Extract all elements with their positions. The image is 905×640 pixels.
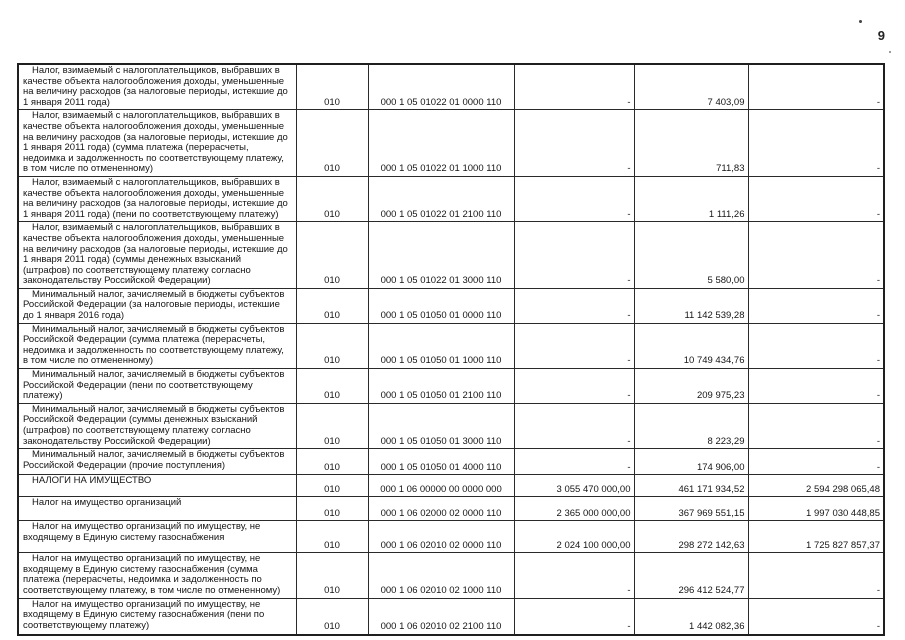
table-row xyxy=(18,288,884,323)
row-indicator-name: Налог на имущество организаций по имуществу, не входящему в Единую систему газоснабжения (сумма платежа (перерасчеты, недоимка и задолженность по соответствующему платежу, в том числе по отмененному) xyxy=(18,553,296,598)
row-unexecuted-amount: - xyxy=(748,110,884,177)
row-kbk-code: 000 1 05 01022 01 3000 110 xyxy=(368,222,514,289)
row-kbk-code: 000 1 05 01050 01 0000 110 xyxy=(368,288,514,323)
row-unexecuted-amount: - xyxy=(748,64,884,110)
row-kbk-code: 000 1 06 02010 02 1000 110 xyxy=(368,553,514,598)
table-row xyxy=(18,64,884,110)
table-row xyxy=(18,497,884,521)
row-executed-amount: 711,83 xyxy=(634,110,748,177)
row-indicator-name: Минимальный налог, зачисляемый в бюджеты субъектов Российской Федерации (за налоговые периоды, истекшие до 1 января 2016 года) xyxy=(18,288,296,323)
row-kbk-code: 000 1 06 02000 02 0000 110 xyxy=(368,497,514,521)
row-approved-amount: - xyxy=(514,598,634,635)
row-unexecuted-amount: 1 997 030 448,85 xyxy=(748,497,884,521)
row-kbk-code: 000 1 05 01022 01 2100 110 xyxy=(368,176,514,221)
row-unexecuted-amount: - xyxy=(748,403,884,448)
row-approved-amount: 2 024 100 000,00 xyxy=(514,521,634,553)
row-executed-amount: 209 975,23 xyxy=(634,369,748,404)
row-executed-amount: 5 580,00 xyxy=(634,222,748,289)
row-approved-amount: - xyxy=(514,176,634,221)
row-line-code: 010 xyxy=(296,288,368,323)
row-unexecuted-amount: 2 594 298 065,48 xyxy=(748,475,884,497)
row-indicator-name: Налог на имущество организаций по имуществу, не входящему в Единую систему газоснабжения (пени по соответствующему платежу) xyxy=(18,598,296,635)
scan-speck xyxy=(889,51,891,53)
row-unexecuted-amount: - xyxy=(748,288,884,323)
row-line-code: 010 xyxy=(296,449,368,475)
row-executed-amount: 11 142 539,28 xyxy=(634,288,748,323)
table-row xyxy=(18,521,884,553)
row-approved-amount: 2 365 000 000,00 xyxy=(514,497,634,521)
row-indicator-name: Налог, взимаемый с налогоплательщиков, выбравших в качестве объекта налогообложения доходы, уменьшенные на величину расходов (за налоговые периоды, истекшие до 1 января 2011 года) (суммы денежных взысканий (штрафов) по соответствующему платежу согласно законодательству Российской Федерации) xyxy=(18,222,296,289)
row-approved-amount: - xyxy=(514,449,634,475)
table-row xyxy=(18,449,884,475)
row-line-code: 010 xyxy=(296,403,368,448)
row-unexecuted-amount: - xyxy=(748,449,884,475)
row-approved-amount: 3 055 470 000,00 xyxy=(514,475,634,497)
row-approved-amount: - xyxy=(514,64,634,110)
row-indicator-name: Минимальный налог, зачисляемый в бюджеты субъектов Российской Федерации (сумма платежа (перерасчеты, недоимка и задолженность по соответствующему платежу, в том числе по отмененному) xyxy=(18,323,296,368)
row-approved-amount: - xyxy=(514,110,634,177)
page-number: 9 xyxy=(877,28,885,43)
row-approved-amount: - xyxy=(514,369,634,404)
row-executed-amount: 298 272 142,63 xyxy=(634,521,748,553)
row-kbk-code: 000 1 05 01050 01 2100 110 xyxy=(368,369,514,404)
row-indicator-name: Налог, взимаемый с налогоплательщиков, выбравших в качестве объекта налогообложения доходы, уменьшенные на величину расходов (за налоговые периоды, истекшие до 1 января 2011 года) (пени по соответствующему платежу) xyxy=(18,176,296,221)
row-executed-amount: 1 442 082,36 xyxy=(634,598,748,635)
row-line-code: 010 xyxy=(296,110,368,177)
row-approved-amount: - xyxy=(514,553,634,598)
row-executed-amount: 461 171 934,52 xyxy=(634,475,748,497)
row-unexecuted-amount: - xyxy=(748,369,884,404)
row-kbk-code: 000 1 06 02010 02 0000 110 xyxy=(368,521,514,553)
row-approved-amount: - xyxy=(514,323,634,368)
row-kbk-code: 000 1 05 01050 01 3000 110 xyxy=(368,403,514,448)
row-unexecuted-amount: 1 725 827 857,37 xyxy=(748,521,884,553)
row-line-code: 010 xyxy=(296,369,368,404)
scan-speck xyxy=(859,20,862,23)
row-executed-amount: 174 906,00 xyxy=(634,449,748,475)
row-line-code: 010 xyxy=(296,598,368,635)
row-kbk-code: 000 1 06 02010 02 2100 110 xyxy=(368,598,514,635)
row-unexecuted-amount: - xyxy=(748,323,884,368)
table-row xyxy=(18,369,884,404)
row-line-code: 010 xyxy=(296,64,368,110)
row-line-code: 010 xyxy=(296,323,368,368)
row-unexecuted-amount: - xyxy=(748,553,884,598)
table-row xyxy=(18,222,884,289)
row-kbk-code: 000 1 06 00000 00 0000 000 xyxy=(368,475,514,497)
table-row xyxy=(18,323,884,368)
row-indicator-name: Налог на имущество организаций по имуществу, не входящему в Единую систему газоснабжения xyxy=(18,521,296,553)
row-approved-amount: - xyxy=(514,403,634,448)
row-executed-amount: 7 403,09 xyxy=(634,64,748,110)
row-unexecuted-amount: - xyxy=(748,176,884,221)
table-row xyxy=(18,475,884,497)
table-row xyxy=(18,110,884,177)
row-indicator-name: Минимальный налог, зачисляемый в бюджеты субъектов Российской Федерации (пени по соответствующему платежу) xyxy=(18,369,296,404)
row-indicator-name: Налог на имущество организаций xyxy=(18,497,296,521)
row-unexecuted-amount: - xyxy=(748,598,884,635)
row-kbk-code: 000 1 05 01050 01 1000 110 xyxy=(368,323,514,368)
row-indicator-name: Налог, взимаемый с налогоплательщиков, выбравших в качестве объекта налогообложения доходы, уменьшенные на величину расходов (за налоговые периоды, истекшие до 1 января 2011 года) (сумма платежа (перерасчеты, недоимка и задолженность по соответствующему платежу, в том числе по отмененному) xyxy=(18,110,296,177)
row-line-code: 010 xyxy=(296,222,368,289)
row-kbk-code: 000 1 05 01022 01 1000 110 xyxy=(368,110,514,177)
budget-table-body xyxy=(18,64,884,635)
row-approved-amount: - xyxy=(514,288,634,323)
row-line-code: 010 xyxy=(296,176,368,221)
row-kbk-code: 000 1 05 01022 01 0000 110 xyxy=(368,64,514,110)
row-unexecuted-amount: - xyxy=(748,222,884,289)
row-line-code: 010 xyxy=(296,475,368,497)
table-row xyxy=(18,598,884,635)
row-line-code: 010 xyxy=(296,521,368,553)
table-row xyxy=(18,176,884,221)
table-row xyxy=(18,403,884,448)
row-executed-amount: 1 111,26 xyxy=(634,176,748,221)
row-executed-amount: 367 969 551,15 xyxy=(634,497,748,521)
row-indicator-name: Минимальный налог, зачисляемый в бюджеты субъектов Российской Федерации (прочие поступления) xyxy=(18,449,296,475)
row-line-code: 010 xyxy=(296,553,368,598)
row-executed-amount: 8 223,29 xyxy=(634,403,748,448)
row-kbk-code: 000 1 05 01050 01 4000 110 xyxy=(368,449,514,475)
row-indicator-name: Минимальный налог, зачисляемый в бюджеты субъектов Российской Федерации (суммы денежных взысканий (штрафов) по соответствующему платежу согласно законодательству Российской Федерации) xyxy=(18,403,296,448)
row-approved-amount: - xyxy=(514,222,634,289)
table-row xyxy=(18,553,884,598)
row-executed-amount: 296 412 524,77 xyxy=(634,553,748,598)
budget-execution-table xyxy=(17,63,885,636)
row-line-code: 010 xyxy=(296,497,368,521)
row-indicator-name: Налог, взимаемый с налогоплательщиков, выбравших в качестве объекта налогообложения доходы, уменьшенные на величину расходов (за налоговые периоды, истекшие до 1 января 2011 года) xyxy=(18,64,296,110)
row-executed-amount: 10 749 434,76 xyxy=(634,323,748,368)
row-indicator-name: НАЛОГИ НА ИМУЩЕСТВО xyxy=(18,475,296,497)
